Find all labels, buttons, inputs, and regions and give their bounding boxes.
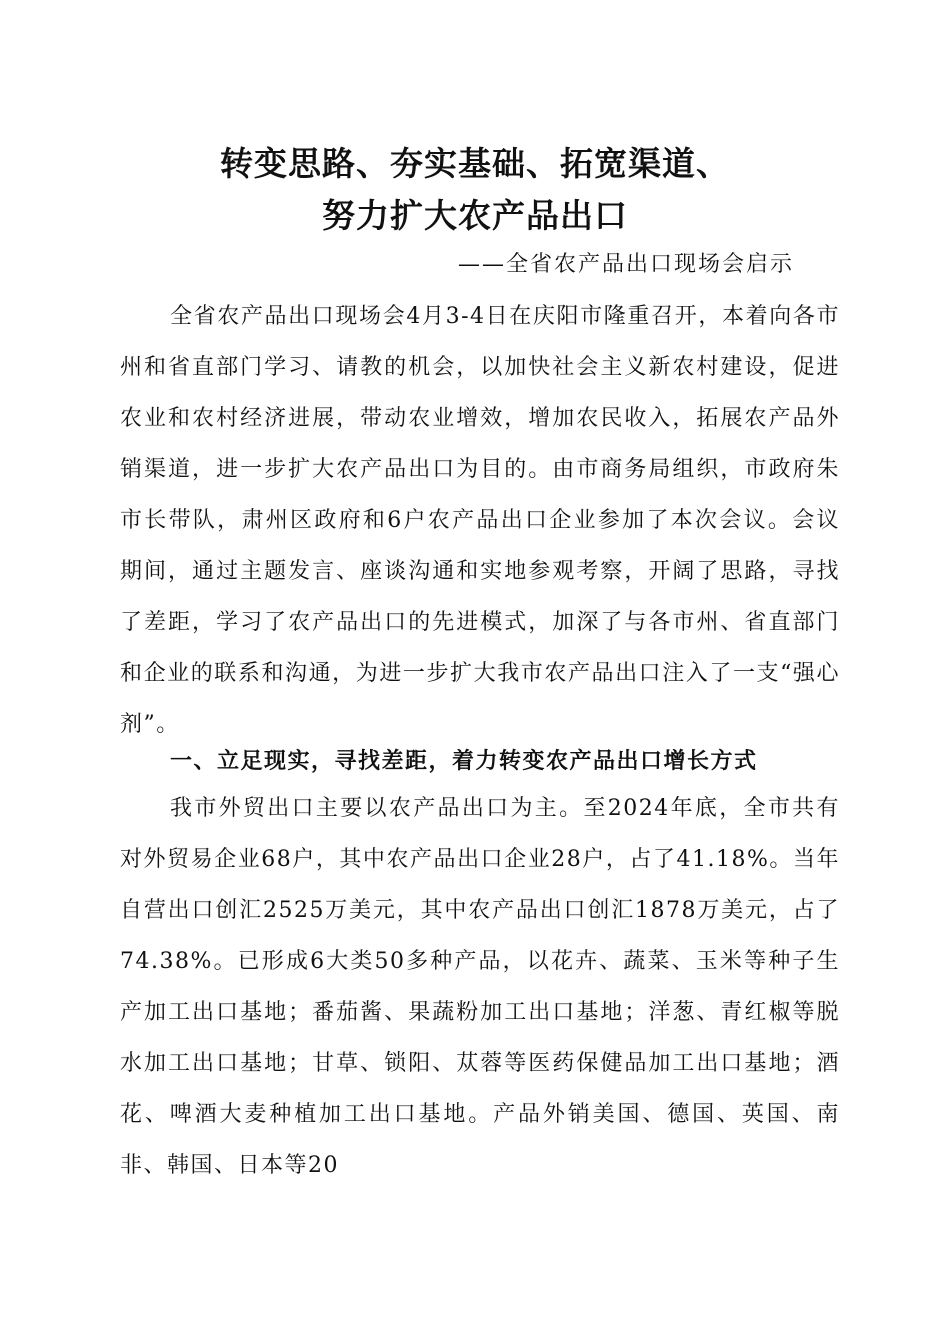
document-title-line-2: 努力扩大农产品出口	[322, 196, 628, 235]
document-subtitle: ——全省农产品出口现场会启示	[458, 252, 795, 277]
body-paragraph-2: 我市外贸出口主要以农产品出口为主。至2024年底，全市共有对外贸易企业68户，其中农产品出口企业28户，占了41.18%。当年自营出口创汇2525万美元，其中农产品出口创汇1878万美元，占了74.38%。已形成6大类50多种产品，以花卉、蔬菜、玉米等种子生产加工出口基地；番茄酱、果蔬粉加工出口基地；洋葱、青红椒等脱水加工出口基地；甘草、锁阳、苁蓉等医药保健品加工出口基地；酒花、啤酒大麦种植加工出口基地。产品外销美国、德国、英国、南非、韩国、日本等20	[120, 796, 840, 1178]
document-title-line-1: 转变思路、夯实基础、拓宽渠道、	[220, 144, 730, 183]
section-heading-1: 一、立足现实，寻找差距，着力转变农产品出口增长方式	[170, 748, 758, 774]
body-paragraph-1: 全省农产品出口现场会4月3-4日在庆阳市隆重召开，本着向各市州和省直部门学习、请教的机会，以加快社会主义新农村建设，促进农业和农村经济进展，带动农业增效，增加农民收入，拓展农产品外销渠道，进一步扩大农产品出口为目的。由市商务局组织，市政府朱市长带队，肃州区政府和6户农产品出口企业参加了本次会议。会议期间，通过主题发言、座谈沟通和实地参观考察，开阔了思路，寻找了差距，学习了农产品出口的先进模式，加深了与各市州、省直部门和企业的联系和沟通，为进一步扩大我市农产品出口注入了一支“强心剂”。	[120, 304, 840, 737]
